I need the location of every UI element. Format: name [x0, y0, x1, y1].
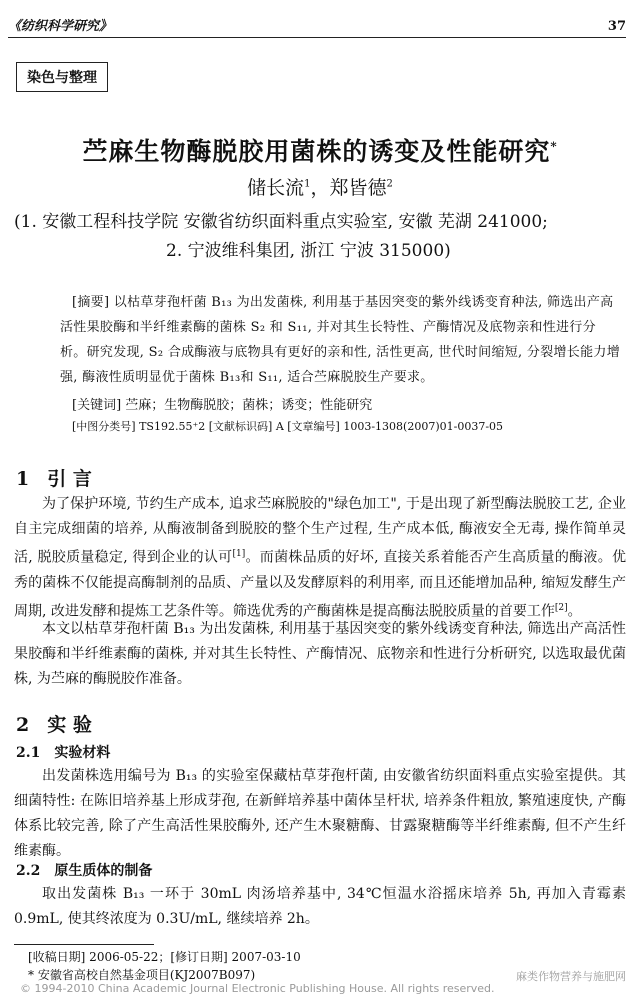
subsection-heading-materials — [16, 742, 110, 762]
materials-paragraph: 出发菌株选用编号为 B₁₃ 的实验室保藏枯草芽孢杆菌, 由安徽省纺织面料重点实验室提供。其细菌特性: 在陈旧培养基上形成芽孢, 在新鲜培养基中菌体呈杆状, 培养条件粗放, 繁殖速度快, 产酶体系比较完善, 除了产生高活性果胶酶外, 还产生木聚糖酶、甘露聚糖酶等半纤维素酶, 但不产生纤维素酶。 — [14, 768, 626, 859]
paper-title — [0, 132, 640, 168]
abstract: [摘要] 以枯草芽孢杆菌 B₁₃ 为出发菌株, 利用基于基因突变的紫外线诱变育种法, 筛选出产高活性果胶酶和半纤维素酶的菌株 S₂ 和 S₁₁, 并对其生长特性、产酶情况及底物亲和性进行分析。研究发现, S₂ 合成酶液与底物具有更好的亲和性, 活性更高, 世代时间缩短, 分裂增长能力增强, 酶液性质明显优于菌株 B₁₃和 S₁₁, 适合苎麻脱胶生产要求。 — [60, 295, 621, 385]
footnote-fund: * 安徽省高校自然基金项目(KJ2007B097) — [28, 968, 256, 982]
author-name: 储长流 — [247, 177, 305, 199]
footnote-dates: [收稿日期] 2006-05-22；[修订日期] 2007-03-10 — [28, 950, 301, 964]
citation-ref: [1] — [232, 549, 246, 559]
author-separator: ， — [310, 177, 330, 199]
title-text: 苎麻生物酶脱胶用菌株的诱变及性能研究 — [82, 137, 551, 166]
affiliation-line-1: (1. 安徽工程科技学院 安徽省纺织面料重点实验室, 安徽 芜湖 241000; — [14, 212, 548, 232]
author-affil-mark: 2 — [386, 178, 393, 190]
intro-text-c: 。 — [567, 603, 582, 620]
title-footnote-mark: * — [550, 139, 558, 154]
section-heading-experiment — [16, 710, 92, 737]
intro-text-b: 。而菌株品质的好坏, 直接关系着能否产生高质量的酶液。优秀的菌株不仅能提高酶制剂的品质、产量以及发酵原料的利用率, 而且还能增加品种, 缩短发酵生产周期, 改进发酵和提炼工艺条件等。筛选优秀的产酶菌株是提高酶法脱胶质量的首要工作 — [14, 549, 626, 620]
section-number: 1 — [16, 468, 30, 490]
section-title: 引 言 — [47, 468, 92, 490]
subsection-title: 原生质体的制备 — [54, 863, 153, 879]
subsection-number: 2.2 — [16, 863, 41, 879]
section-heading-intro — [16, 464, 92, 491]
site-watermark: 麻类作物营养与施肥网 — [516, 970, 626, 983]
section-category-label: 染色与整理 — [16, 62, 108, 92]
journal-name: 《纺织科学研究》 — [8, 19, 113, 34]
running-header — [8, 8, 626, 38]
author-affil-mark: 1 — [304, 178, 311, 190]
subsection-heading-protoplast — [16, 860, 152, 880]
page-number: 37 — [607, 19, 626, 34]
affiliation-line-2: 2. 宁波维科集团, 浙江 宁波 315000) — [166, 241, 451, 261]
author-name: 郑皆德 — [329, 177, 387, 199]
section-number: 2 — [16, 714, 30, 736]
subsection-number: 2.1 — [16, 745, 41, 761]
citation-ref: [2] — [554, 602, 568, 613]
author-list — [0, 173, 640, 200]
subsection-title: 实验材料 — [54, 745, 111, 761]
intro-paragraph-1 — [14, 492, 626, 624]
footnote-divider — [14, 944, 154, 945]
section-title: 实 验 — [47, 714, 92, 736]
protoplast-paragraph: 取出发菌株 B₁₃ 一环于 30mL 肉汤培养基中, 34℃恒温水浴摇床培养 5h, 再加入青霉素 0.9mL, 使其终浓度为 0.3U/mL, 继续培养 2h。 — [14, 886, 626, 927]
keywords: [关键词] 苎麻；生物酶脱胶；菌株；诱变；性能研究 — [72, 398, 373, 413]
intro-text-a: 为了保护环境, 节约生产成本, 追求苎麻脱胶的"绿色加工", 于是出现了新型酶法脱胶工艺, 企业自主完成细菌的培养, 从酶液制备到脱胶的整个生产过程, 生产成本低, 酶液安全无毒, 操作简单灵活, 脱胶质量稳定, 得到企业的认可 — [14, 496, 626, 566]
copyright-watermark: © 1994-2010 China Academic Journal Electronic Publishing House. All rights reserved. — [20, 982, 495, 995]
classification-codes: [中图分类号] TS192.55⁺2 [文献标识码] A [文章编号] 1003-1308(2007)01-0037-05 — [72, 420, 504, 433]
intro-paragraph-2: 本文以枯草芽孢杆菌 B₁₃ 为出发菌株, 利用基于基因突变的紫外线诱变育种法, 筛选出产高活性果胶酶和半纤维素酶的菌株, 并对其生长特性、产酶情况、底物亲和性进行分析研究, 以选取最优菌株, 为苎麻的酶脱胶作准备。 — [14, 621, 626, 687]
